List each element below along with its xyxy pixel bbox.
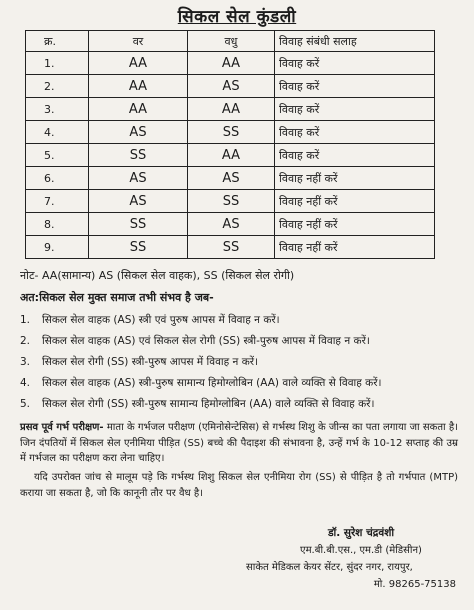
- cell-advice: विवाह करें: [275, 121, 435, 144]
- cell-groom: AA: [89, 52, 188, 75]
- conditions-lead: अत:सिकल सेल मुक्त समाज तभी संभव है जब-: [20, 291, 214, 304]
- prenatal-test-paragraph: [20, 420, 458, 467]
- cell-advice: विवाह नहीं करें: [275, 190, 435, 213]
- cell-advice: विवाह करें: [275, 75, 435, 98]
- list-item-number: 5.: [20, 398, 31, 410]
- doctor-degree: एम.बी.बी.एस., एम.डी (मेडिसीन): [300, 545, 422, 556]
- page-title: सिकल सेल कुंडली: [177, 7, 297, 27]
- list-item-number: 1.: [20, 314, 31, 326]
- cell-groom: AA: [89, 75, 188, 98]
- cell-advice: विवाह करें: [275, 98, 435, 121]
- mtp-paragraph: यदि उपरोक्त जांच से मालूम पड़े कि गर्भस्थ शिशु सिकल सेल एनीमिया रोग (SS) से पीड़ित है तो गर्भपात (MTP) कराया जा सकता है, जो कि कानूनी तौर पर वैध है।: [20, 472, 458, 499]
- sickle-cell-kundli-table: [25, 30, 435, 259]
- table-row: [26, 75, 435, 98]
- table-row: [26, 213, 435, 236]
- cell-serial: 7.: [26, 190, 89, 213]
- table-row: [26, 236, 435, 259]
- cell-groom: SS: [89, 213, 188, 236]
- doctor-name: डॉ. सुरेश चंद्रवंशी: [327, 527, 395, 539]
- cell-bride: AS: [188, 75, 275, 98]
- cell-bride: AS: [188, 167, 275, 190]
- cell-groom: SS: [89, 236, 188, 259]
- header-groom: वर: [89, 31, 188, 52]
- cell-advice: विवाह नहीं करें: [275, 167, 435, 190]
- cell-groom: AS: [89, 167, 188, 190]
- prenatal-test-heading: प्रसव पूर्व गर्भ परीक्षण-: [20, 422, 104, 433]
- cell-bride: AA: [188, 52, 275, 75]
- list-item-text: सिकल सेल वाहक (AS) स्त्री एवं पुरुष आपस में विवाह न करें।: [42, 314, 280, 326]
- cell-bride: AS: [188, 213, 275, 236]
- header-serial: क्र.: [26, 31, 89, 52]
- list-item-text: सिकल सेल वाहक (AS) स्त्री-पुरुष सामान्य हिमोग्लोबिन (AA) वाले व्यक्ति से विवाह करें।: [42, 377, 382, 389]
- header-advice: विवाह संबंधी सलाह: [275, 31, 435, 52]
- cell-advice: विवाह नहीं करें: [275, 213, 435, 236]
- cell-bride: AA: [188, 98, 275, 121]
- cell-groom: AS: [89, 190, 188, 213]
- cell-groom: AS: [89, 121, 188, 144]
- cell-serial: 6.: [26, 167, 89, 190]
- cell-bride: SS: [188, 121, 275, 144]
- table-row: [26, 190, 435, 213]
- cell-advice: विवाह नहीं करें: [275, 236, 435, 259]
- list-item: [20, 310, 460, 331]
- cell-bride: AA: [188, 144, 275, 167]
- cell-advice: विवाह करें: [275, 144, 435, 167]
- table-row: [26, 98, 435, 121]
- cell-bride: SS: [188, 236, 275, 259]
- cell-serial: 2.: [26, 75, 89, 98]
- cell-advice: विवाह करें: [275, 52, 435, 75]
- list-item-text: सिकल सेल वाहक (AS) एवं सिकल सेल रोगी (SS) स्त्री-पुरुष आपस में विवाह न करें।: [42, 335, 370, 347]
- signature-block: [246, 525, 466, 593]
- conditions-list: [20, 310, 460, 415]
- list-item: [20, 394, 460, 415]
- list-item-number: 3.: [20, 356, 31, 368]
- table-row: [26, 167, 435, 190]
- cell-groom: SS: [89, 144, 188, 167]
- cell-serial: 9.: [26, 236, 89, 259]
- cell-serial: 3.: [26, 98, 89, 121]
- table-header-row: [26, 31, 435, 52]
- list-item-text: सिकल सेल रोगी (SS) स्त्री-पुरुष आपस में विवाह न करें।: [42, 356, 259, 368]
- clinic-address: साकेत मेडिकल केयर सेंटर, सुंदर नगर, रायपुर,: [246, 562, 413, 573]
- cell-serial: 5.: [26, 144, 89, 167]
- cell-groom: AA: [89, 98, 188, 121]
- list-item-text: सिकल सेल रोगी (SS) स्त्री-पुरुष सामान्य हिमोग्लोबिन (AA) वाले व्यक्ति से विवाह करें।: [42, 398, 375, 410]
- list-item: [20, 352, 460, 373]
- cell-serial: 8.: [26, 213, 89, 236]
- cell-bride: SS: [188, 190, 275, 213]
- table-row: [26, 121, 435, 144]
- list-item: [20, 331, 460, 352]
- list-item: [20, 373, 460, 394]
- cell-serial: 4.: [26, 121, 89, 144]
- genotype-note: नोट- AA(सामान्य) AS (सिकल सेल वाहक), SS (सिकल सेल रोगी): [20, 269, 295, 282]
- prenatal-test-text: माता के गर्भजल परीक्षण (एमिनोसेन्टेसिस) से गर्भस्थ शिशु के जीन्स का पता लगाया जा सकता है। जिन दंपतियों में सिकल सेल एनीमिया पीड़ित (SS) बच्चे की पैदाइश की संभावना है, उन्हें गर्भ के 10-12 सप्ताह की उम्र में गर्भजल का परीक्षण करा लेना चाहिए।: [20, 422, 458, 464]
- table-row: [26, 52, 435, 75]
- list-item-number: 2.: [20, 335, 31, 347]
- table-row: [26, 144, 435, 167]
- mobile-number: मो. 98265-75138: [373, 579, 456, 590]
- cell-serial: 1.: [26, 52, 89, 75]
- header-bride: वधु: [188, 31, 275, 52]
- list-item-number: 4.: [20, 377, 31, 389]
